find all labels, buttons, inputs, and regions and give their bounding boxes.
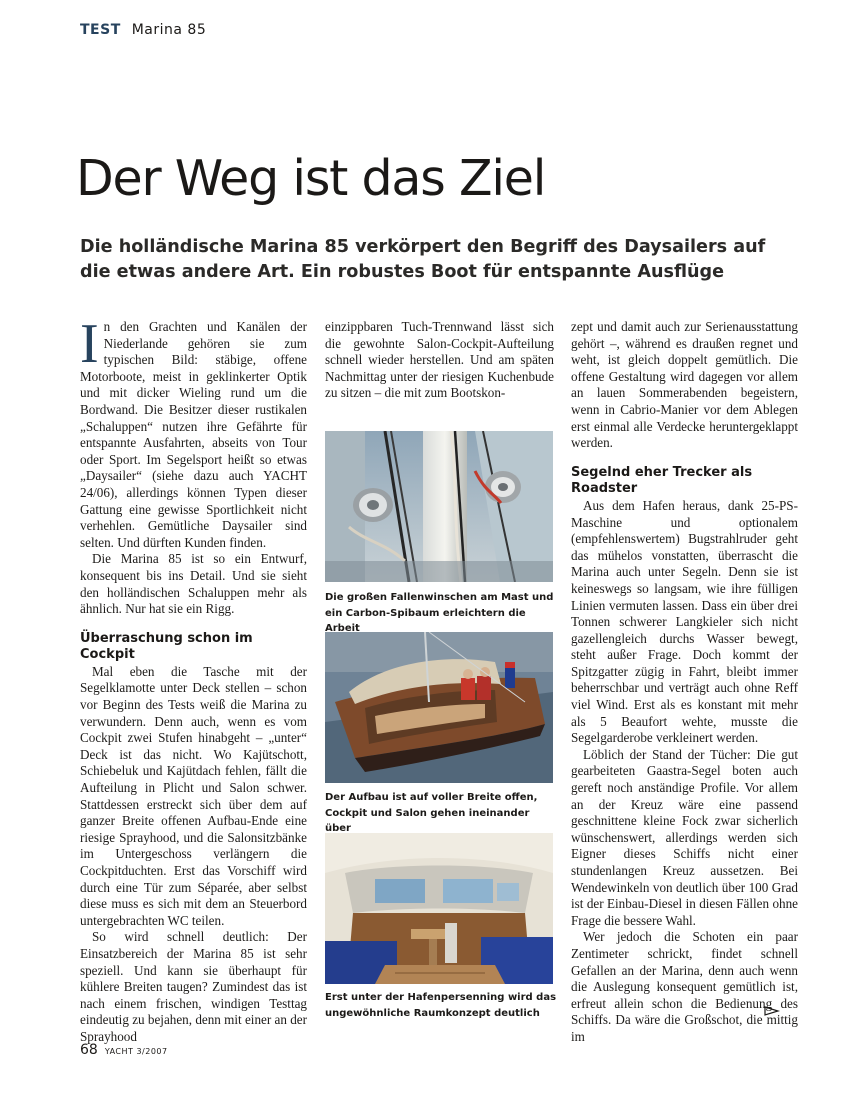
photo-caption: Die großen Fallenwinschen am Mast und ein Carbon-Spibaum erleichtern die Arbeit: [325, 592, 554, 635]
text-column-2: [325, 319, 554, 402]
page-footer: [80, 1041, 168, 1059]
paragraph: einzippbaren Tuch-Trennwand lässt sich die gewohnte Salon-Cockpit-Aufteilung schnell wieder herstellen. Und am späten Nachmittag unter der riesigen Kuchenbude zu sitzen – die mit zum Bootskon-: [325, 319, 554, 401]
paragraph: Löblich der Stand der Tücher: Die gut gearbeiteten Gaastra-Segel boten auch gereft noch anständige Profile. Vor allem an der Kreuz wäre eine passend geschnittene kleine Fock zwar sicherlich wünschenswert, allerdings werden sich Eigner dieses Schiffs nicht einer stundenlangen Kreuz aussetzen. Bei Wendewinkeln von deutlich über 100 Grad ist der Einbau-Diesel in diesen Fällen ohne Frage die bessere Wahl.: [571, 746, 798, 928]
subheading: Überraschung schon im Cockpit: [80, 630, 253, 663]
paragraph: So wird schnell deutlich: Der Einsatzbereich der Marina 85 ist sehr speziell. Und kann sie überhaupt für kühlere Breiten taugen? Zumindest das ist nach einem frischen, windigen Testtag eindeutig zu bejahen, denn mit einer an der Sprayhood: [80, 929, 307, 1044]
header-subject: Marina 85: [131, 22, 207, 38]
text-column-3: [571, 319, 798, 1046]
paragraph: n den Grachten und Kanälen der Niederlande gehören sie zum typischen Bild: stäbige, offene Motorboote, meist in geklinkerter Optik und mit dicker Wieling rund um die Bordwand. Die Besitzer dieser rustikalen „Schaluppen“ nutzen ihre Gefährte für entspannte Ausfahrten, abseits von Tour oder Sport. Im Segelsport heißt so etwas „Daysailer“ (siehe dazu auch YACHT 24/06), allerdings können Typen dieser Gattung eine gewisse Sportlichkeit nicht verhehlen. Gemütliche Daysailer sind selten. Und dürften Kunden finden.: [80, 319, 307, 550]
continue-arrow-icon: [764, 1004, 780, 1022]
page-number: 68: [80, 1042, 98, 1058]
running-header: [80, 22, 206, 38]
paragraph: Aus dem Hafen heraus, dank 25-PS-Maschine und optionalem (empfehlenswertem) Bugstrahlruder geht das mühelos vonstatten, überrascht die Marina auch unter Segeln. Denn sie ist keineswegs so langsam, wie ihre fülligen Linien vermuten lassen. Dass ein über drei Tonnen schwerer Langkieler sich nicht gazellengleich durchs Wasser bewegt, steht außer Frage. Doch kommt der Spitzgatter zügig in Fahrt, bleibt immer beherrschbar und verträgt auch ohne Reff viel Wind. Erst als es konstant mit mehr als 5 Beaufort wehte, musste die Segelgarderobe verkleinert werden.: [571, 497, 798, 746]
photo-caption: Erst unter der Hafenpersenning wird das ungewöhnliche Raumkonzept deutlich: [325, 992, 557, 1019]
photo-interior: [325, 833, 553, 984]
paragraph: Die Marina 85 ist so ein Entwurf, konsequent bis ins Detail. Und sie sieht den holländischen Schaluppen mehr als ähnlich. Nur hat sie ein Rigg.: [80, 551, 307, 617]
magazine-issue: YACHT 3/2007: [104, 1047, 168, 1056]
photo-caption: Der Aufbau ist auf voller Breite offen, Cockpit und Salon gehen ineinander über: [325, 792, 538, 835]
drop-cap: I: [80, 313, 99, 375]
text-column-1: [80, 313, 307, 1046]
section-kicker: TEST: [80, 22, 121, 38]
photo-mast-winches: [325, 431, 553, 582]
paragraph: Mal eben die Tasche mit der Segelklamotte unter Deck stellen – schon vor Beginn des Tests weiß die Marina zu verwundern. Denn auch, wenn es vom Cockpit zwei Stufen hinabgeht – „unter“ Deck ist das nicht. Wo Kajütschott, Schiebeluk und Kajütdach fehlen, fällt die Aufteilung in Plicht und Salon schwer. Stattdessen erstreckt sich über dem auf ganzer Breite offenen Aufbau-Ende eine riesige Sprayhood, und die Salonsitzbänke im Untergeschoss verlängern die Cockpitduchten. Erst das Vorschiff wird durch eine Tür zum Séparée, aber selbst diese muss es sich mit dem an Steuerbord untergebrachten WC teilen.: [80, 663, 307, 928]
photo-boat-sailing: [325, 632, 553, 783]
paragraph: zept und damit auch zur Serienausstattung gehört –, während es draußen regnet und weht, ist gleich doppelt gemütlich. Die offene Gestaltung wird dagegen vor allem an lauen Sommerabenden begeistern, wenn in Cabrio-Manier vor dem Ablegen erst einmal alle Verdecke heruntergeklappt werden.: [571, 319, 798, 451]
article-title: Der Weg ist das Ziel: [76, 150, 546, 207]
article-lead: Die holländische Marina 85 verkörpert den Begriff des Daysailers auf die etwas andere Art. Ein robustes Boot für entspannte Ausflüge: [80, 237, 766, 282]
paragraph: Wer jedoch die Schoten ein paar Zentimeter schrickt, findet schnell Gefallen an der Marina, denn auch wenn die Auslegung konsequent gemütlich ist, erfreut allein schon die Bedienung des Schiffs. Da wäre die Großschot, die mittig im: [571, 929, 798, 1044]
subheading: Segelnd eher Trecker als Roadster: [571, 464, 753, 497]
